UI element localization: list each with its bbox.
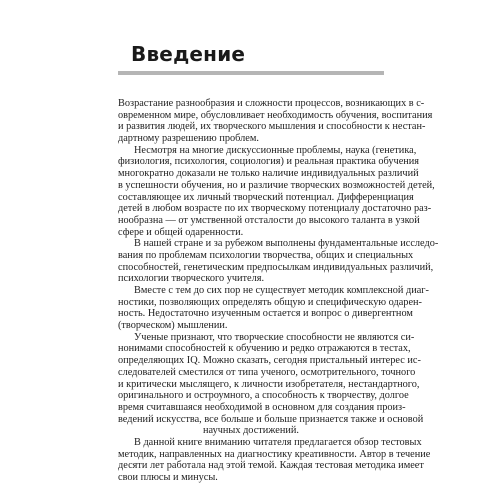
text-line: определяющих IQ. Можно сказать, сегодня пристальный интерес ис- [118,355,421,367]
paragraph-first-line: В нашей стране и за рубежом выполнены фундаментальные исследо- [134,238,439,250]
text-line: ведений искусства, все больше и больше признается также и основой [118,413,424,425]
paragraph-first-line: Ученые признают, что творческие способности не являются си- [134,331,415,343]
chapter-title: Введение [131,42,246,66]
text-line: многократно доказали не только наличие индивидуальных различий [118,168,419,180]
text-line: время считавшаяся необходимой в основном для создания произ- [118,401,406,413]
text-line: и развития людей, их творческого мышления и способности к нестан- [118,121,426,133]
text-line: Возрастание разнообразия и сложности процессов, возникающих в с- [118,98,425,109]
text-line: психологии творческого учителя. [118,273,265,285]
text-line: способностей, генетическим предпосылкам индивидуальных различий, [118,261,434,273]
text-line: нонимами способностей к обучению и редко отражаются в тестах, [118,343,411,355]
text-line: свои плюсы и минусы. [118,472,218,483]
text-line: в успешности обучения, но и различие творческих возможностей детей, [118,179,435,191]
text-line: научных достижений. [203,425,299,437]
text-line: ностики, позволяющих определять общую и специфическую одарен- [118,296,422,308]
text-line: составляющее их личный творческий потенциал. Дифференциация [118,191,414,203]
text-line: десяти лет работала над этой темой. Каждая тестовая методика имеет [118,460,424,472]
text-line: (творческом) мышлении. [118,320,228,332]
paragraph-first-line: Вместе с тем до сих пор не существует методик комплексной диаг- [134,285,429,296]
text-line: сфере и общей одаренности. [118,226,244,238]
chapter-header [118,40,384,80]
text-line: и критически мыслящего, к личности изобретателя, нестандартного, [118,378,420,390]
title-underline-bar [118,71,384,75]
body-text [118,98,439,484]
text-line: оригинального и остроумного, а способность к творчеству, долгое [118,390,409,402]
text-line: методик, направленных на диагностику креативности. Автор в течение [118,448,431,460]
text-line: нообразна — от умственной отсталости до высокого таланта в узкой [118,214,420,226]
text-line: вания по проблемам психологии творчества, общих и специальных [118,249,414,261]
text-line: детей в любом возрасте по их творческому потенциалу достаточно раз- [118,203,432,215]
text-line: дартному разрешению проблем. [118,133,259,145]
paragraph-first-line: В данной книге вниманию читателя предлагается обзор тестовых [134,436,422,448]
text-line: овременном мире, обусловливает необходимость обучения, воспитания [118,109,433,121]
text-line: ность. Недостаточно изученным остается и вопрос о дивергентном [118,308,413,320]
paragraph-first-line: Несмотря на многие дискуссионные проблемы, наука (генетика, [134,144,417,156]
text-line: физиология, психология, социология) и реальная практика обучения [118,156,420,168]
text-line: следователей сместился от типа ученого, осмотрительного, точного [118,366,416,378]
